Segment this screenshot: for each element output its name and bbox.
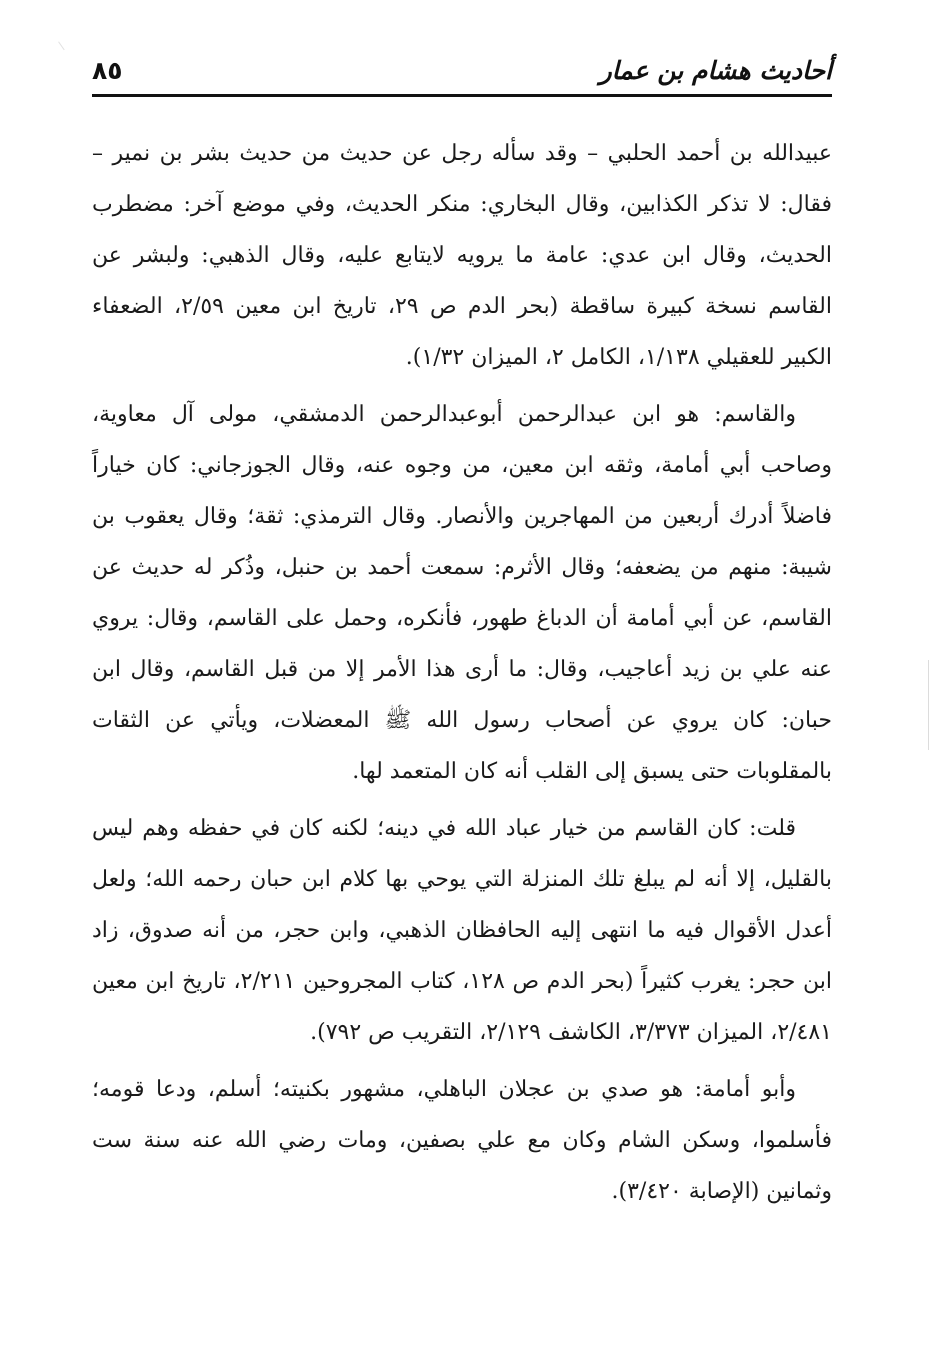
body-text: [92, 128, 832, 1223]
scan-mark: [58, 36, 73, 51]
running-header: [92, 48, 832, 96]
paragraph-al-qasim: والقاسم: هو ابن عبدالرحمن أبوعبدالرحمن الدمشقي، مولى آل معاوية، وصاحب أبي أمامة، وثقه ابن معين، من وجوه عنه، وقال الجوزجاني: كان خياراً فاضلاً أدرك أربعين من المهاجرين والأنصار. وقال الترمذي: ثقة؛ وقال يعقوب بن شيبة: منهم من يضعفه؛ وقال الأثرم: سمعت أحمد بن حنبل، وذُكر له حديث عن القاسم، عن أبي أمامة أن الدباغ طهور، فأنكره، وحمل على القاسم، وقال: يروي عنه علي بن زيد أعاجيب، وقال: ما أرى هذا الأمر إلا من قبل القاسم، وقال ابن حبان: كان يروي عن أصحاب رسول الله ﷺ المعضلات، ويأتي عن الثقات بالمقلوبات حتى يسبق إلى القلب أنه كان المتعمد لها.: [92, 402, 833, 784]
paragraph-author-note: قلت: كان القاسم من خيار عباد الله في دينه؛ لكنه كان في حفظه وهم ليس بالقليل، إلا أنه لم يبلغ تلك المنزلة التي يوحي بها كلام ابن حبان رحمه الله؛ ولعل أعدل الأقوال فيه ما انتهى إليه الحافظان الذهبي، وابن حجر، من أنه صدوق، زاد ابن حجر: يغرب كثيراً (بحر الدم ص ١٢٨، كتاب المجروحين ٢/٢١١، تاريخ ابن معين ٢/٤٨١، الميزان ٣/٣٧٣، الكاشف ٢/١٢٩، التقريب ص ٧٩٢).: [92, 816, 833, 1045]
book-title: أحاديث هشام بن عمار: [599, 56, 832, 85]
paragraph-bishr: عبيدالله بن أحمد الحلبي – وقد سأله رجل عن حديث من حديث بشر بن نمير – فقال: لا تذكر الكذابين، وقال البخاري: منكر الحديث، وفي موضع آخر: مضطرب الحديث، وقال ابن عدي: عامة ما يرويه لايتابع عليه، وقال الذهبي: ولبشر عن القاسم نسخة كبيرة ساقطة (بحر الدم ص ٢٩، تاريخ ابن معين ٢/٥٩، الضعفاء الكبير للعقيلي ١/١٣٨، الكامل ٢، الميزان ١/٣٢).: [92, 141, 832, 370]
scan-edge-mark: [928, 660, 929, 750]
paragraph-abu-umama: وأبو أمامة: هو صدي بن عجلان الباهلي، مشهور بكنيته؛ أسلم، ودعا قومه؛ فأسلموا، وسكن الشام وكان مع علي بصفين، ومات رضي الله عنه سنة ست وثمانين (الإصابة ٣/٤٢٠).: [92, 1077, 832, 1204]
page-number: ٨٥: [92, 56, 123, 85]
header-rule: [92, 94, 832, 97]
